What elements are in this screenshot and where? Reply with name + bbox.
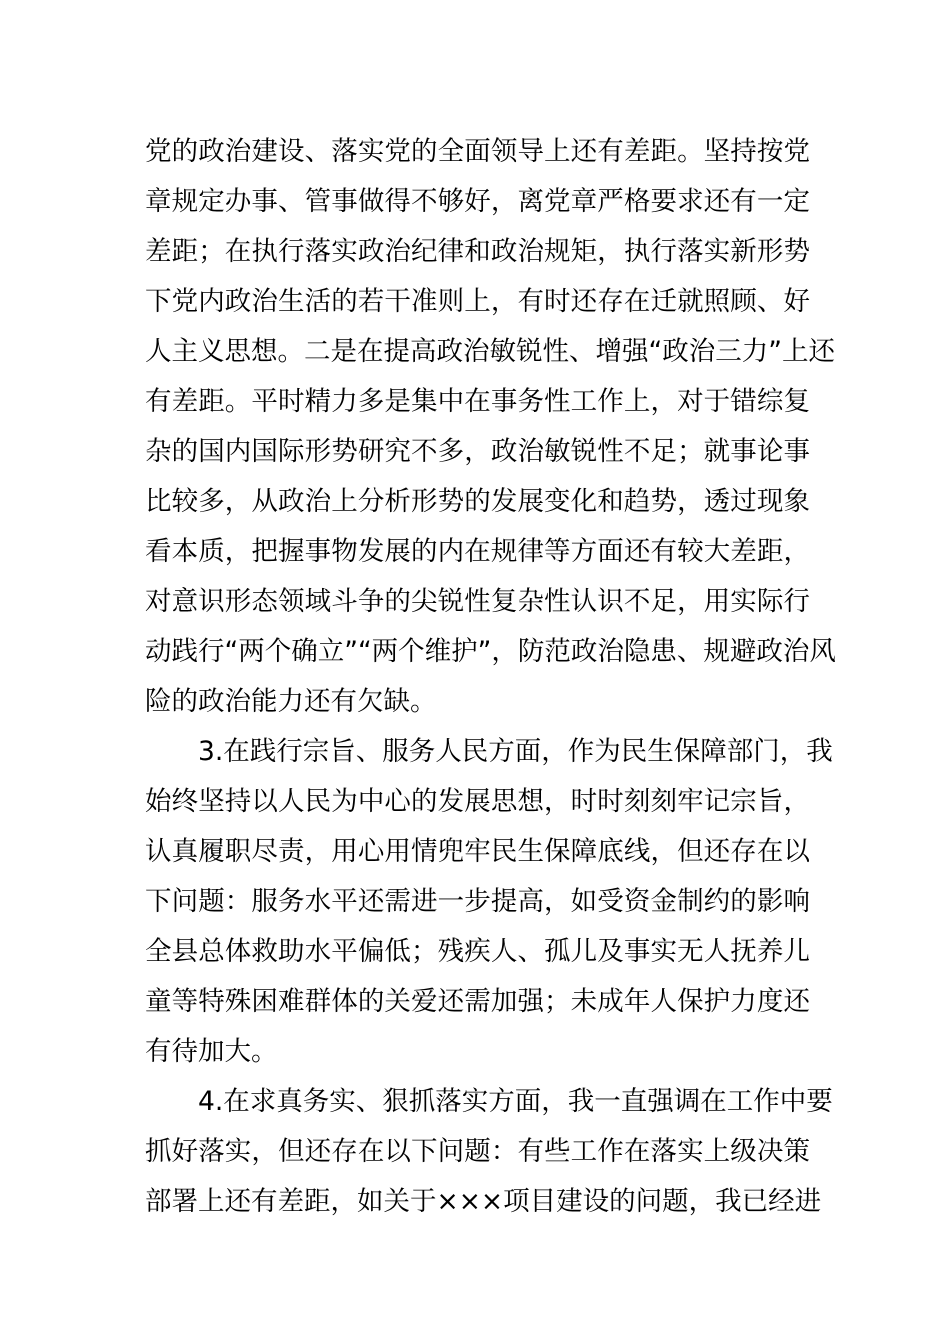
paragraph-party-building [145,127,836,727]
text-line: 有差距。平时精力多是集中在事务性工作上，对于错综复 [145,386,810,417]
text-line: 抓好落实，但还存在以下问题：有些工作在落实上级决策 [145,1136,810,1167]
text-line: 全县总体救助水平偏低；残疾人、孤儿及事实无人抚养儿 [145,936,810,967]
text-line: 童等特殊困难群体的关爱还需加强；未成年人保护力度还 [145,986,810,1017]
text-line: 章规定办事、管事做得不够好，离党章严格要求还有一定 [145,186,810,217]
text-line: 党的政治建设、落实党的全面领导上还有差距。坚持按党 [145,136,810,167]
text-line: 人主义思想。二是在提高政治敏锐性、增强“政治三力”上还 [145,336,835,367]
body-text [145,127,836,1227]
paragraph-implementation [145,1077,833,1227]
text-line: 有待加大。 [145,1036,278,1067]
text-line: 差距；在执行落实政治纪律和政治规矩，执行落实新形势 [145,236,810,267]
paragraph-serve-people [145,727,833,1077]
text-line: 始终坚持以人民为中心的发展思想，时时刻刻牢记宗旨， [145,786,810,817]
text-line: 险的政治能力还有欠缺。 [145,686,437,717]
text-line: 4.在求真务实、狠抓落实方面，我一直强调在工作中要 [145,1086,833,1117]
text-line: 看本质，把握事物发展的内在规律等方面还有较大差距， [145,536,810,567]
text-line: 下党内政治生活的若干准则上，有时还存在迁就照顾、好 [145,286,810,317]
text-line: 下问题：服务水平还需进一步提高，如受资金制约的影响 [145,886,810,917]
text-line: 动践行“两个确立”“两个维护”，防范政治隐患、规避政治风 [145,636,836,667]
text-line: 杂的国内国际形势研究不多，政治敏锐性不足；就事论事 [145,436,810,467]
text-line: 3.在践行宗旨、服务人民方面，作为民生保障部门，我 [145,736,833,767]
text-line: 部署上还有差距，如关于×××项目建设的问题，我已经进 [145,1186,822,1217]
text-line: 比较多，从政治上分析形势的发展变化和趋势，透过现象 [145,486,810,517]
text-line: 认真履职尽责，用心用情兜牢民生保障底线，但还存在以 [145,836,810,867]
text-line: 对意识形态领域斗争的尖锐性复杂性认识不足，用实际行 [145,586,810,617]
